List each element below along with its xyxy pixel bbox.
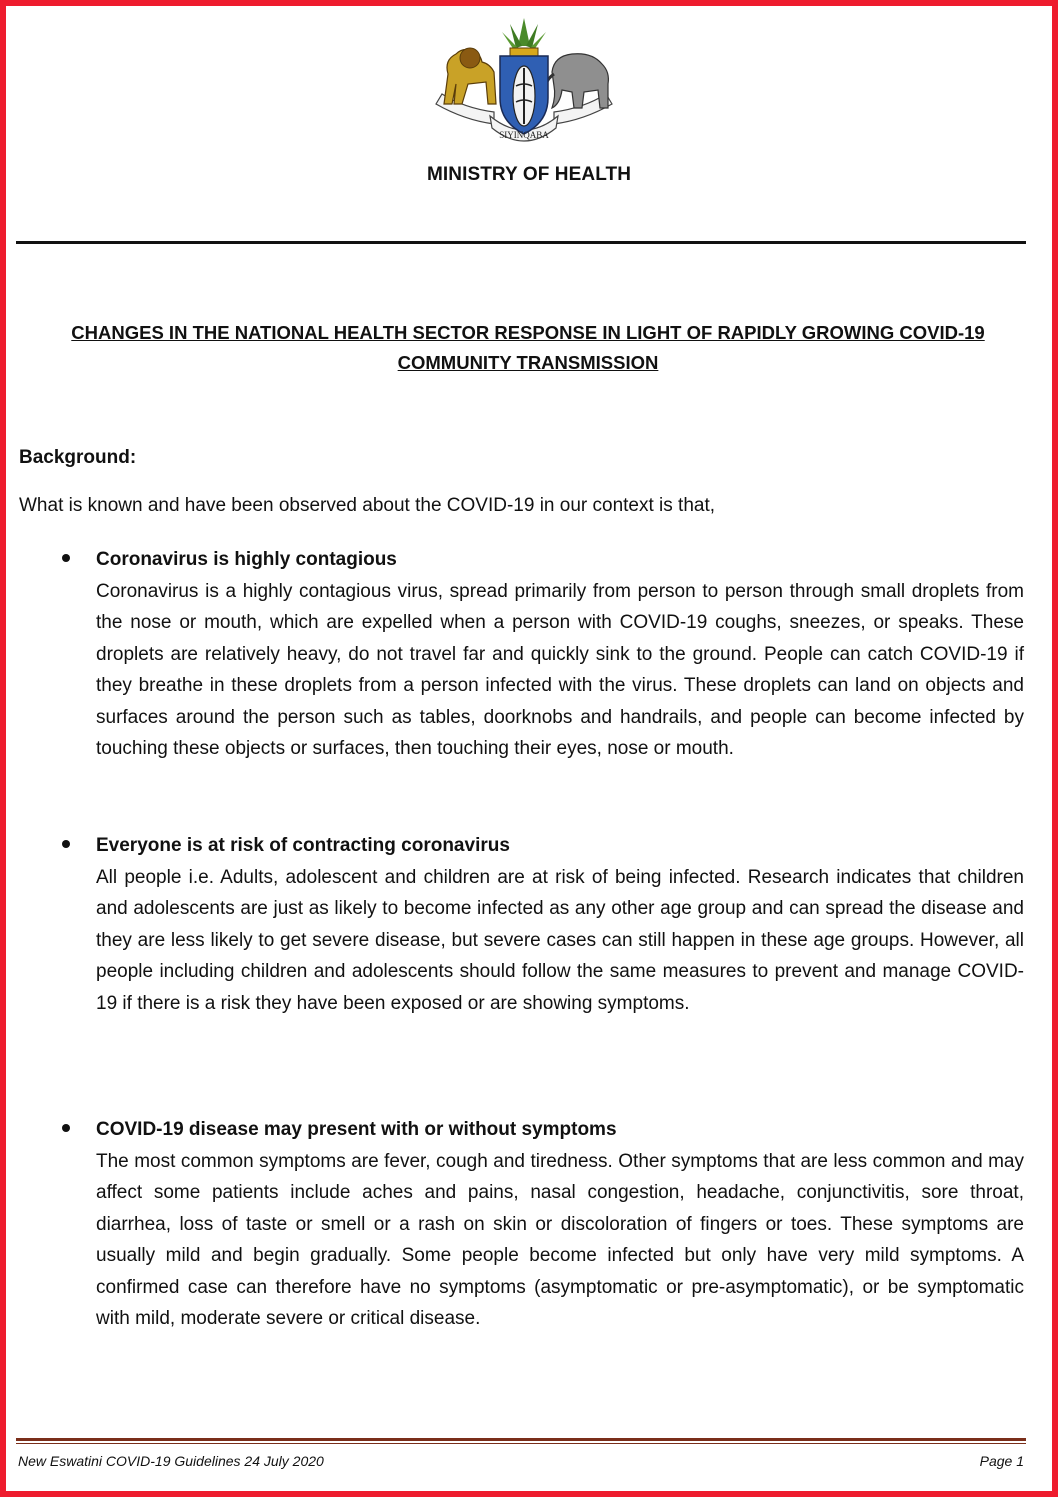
bullet-body: All people i.e. Adults, adolescent and children are at risk of being infected. Research indicates that children and adolescents are just as likely to become infected as any other age group and can spread the disease and they are less likely to get severe disease, but severe cases can still happen in these age groups. However, all people including children and adolescents should follow the same measures to prevent and manage COVID-19 if there is a risk they have been exposed or are showing symptoms.: [96, 867, 1024, 1014]
bullet-item: [96, 549, 1024, 764]
bullet-icon: [62, 1124, 70, 1132]
bullet-body: Coronavirus is a highly contagious virus, spread primarily from person to person through small droplets from the nose or mouth, which are expelled when a person with COVID-19 coughs, sneezes, or speaks. These droplets are relatively heavy, do not travel far and quickly sink to the ground. People can catch COVID-19 if they breathe in these droplets from a person infected with the virus. These droplets can land on objects and surfaces around the person such as tables, doorknobs and handrails, and people can become infected by touching these objects or surfaces, then touching their eyes, nose or mouth.: [96, 581, 1024, 760]
footer-document-name: New Eswatini COVID-19 Guidelines 24 July 2020: [18, 1453, 324, 1469]
header-divider: [16, 241, 1026, 244]
intro-paragraph: What is known and have been observed about the COVID-19 in our context is that,: [19, 495, 716, 516]
ministry-heading: MINISTRY OF HEALTH: [426, 164, 632, 185]
bullet-item: [96, 835, 1024, 1019]
bullet-heading: Coronavirus is highly contagious: [96, 549, 397, 570]
footer-page-number: Page 1: [979, 1453, 1024, 1469]
bullet-item: [96, 1119, 1024, 1334]
crest-motto: SIYINQABA: [499, 130, 549, 140]
document-title: CHANGES IN THE NATIONAL HEALTH SECTOR RESPONSE IN LIGHT OF RAPIDLY GROWING COVID-19 COMMUNITY TRANSMISSION: [71, 322, 985, 373]
coat-of-arms-logo: [424, 12, 624, 154]
section-heading-background: Background:: [19, 447, 137, 468]
bullet-heading: Everyone is at risk of contracting coronavirus: [96, 835, 510, 856]
bullet-body: The most common symptoms are fever, cough and tiredness. Other symptoms that are less common and may affect some patients include aches and pains, nasal congestion, headache, conjunctivitis, sore throat, diarrhea, loss of taste or smell or a rash on skin or discoloration of fingers or toes. These symptoms are usually mild and begin gradually. Some people become infected but only have very mild symptoms. A confirmed case can therefore have no symptoms (asymptomatic or pre-asymptomatic), or be symptomatic with mild, moderate severe or critical disease.: [96, 1151, 1024, 1330]
footer-divider-thin: [16, 1443, 1026, 1444]
bullet-heading: COVID-19 disease may present with or without symptoms: [96, 1119, 617, 1140]
bullet-icon: [62, 554, 70, 562]
footer-divider: [16, 1438, 1026, 1441]
bullet-icon: [62, 840, 70, 848]
